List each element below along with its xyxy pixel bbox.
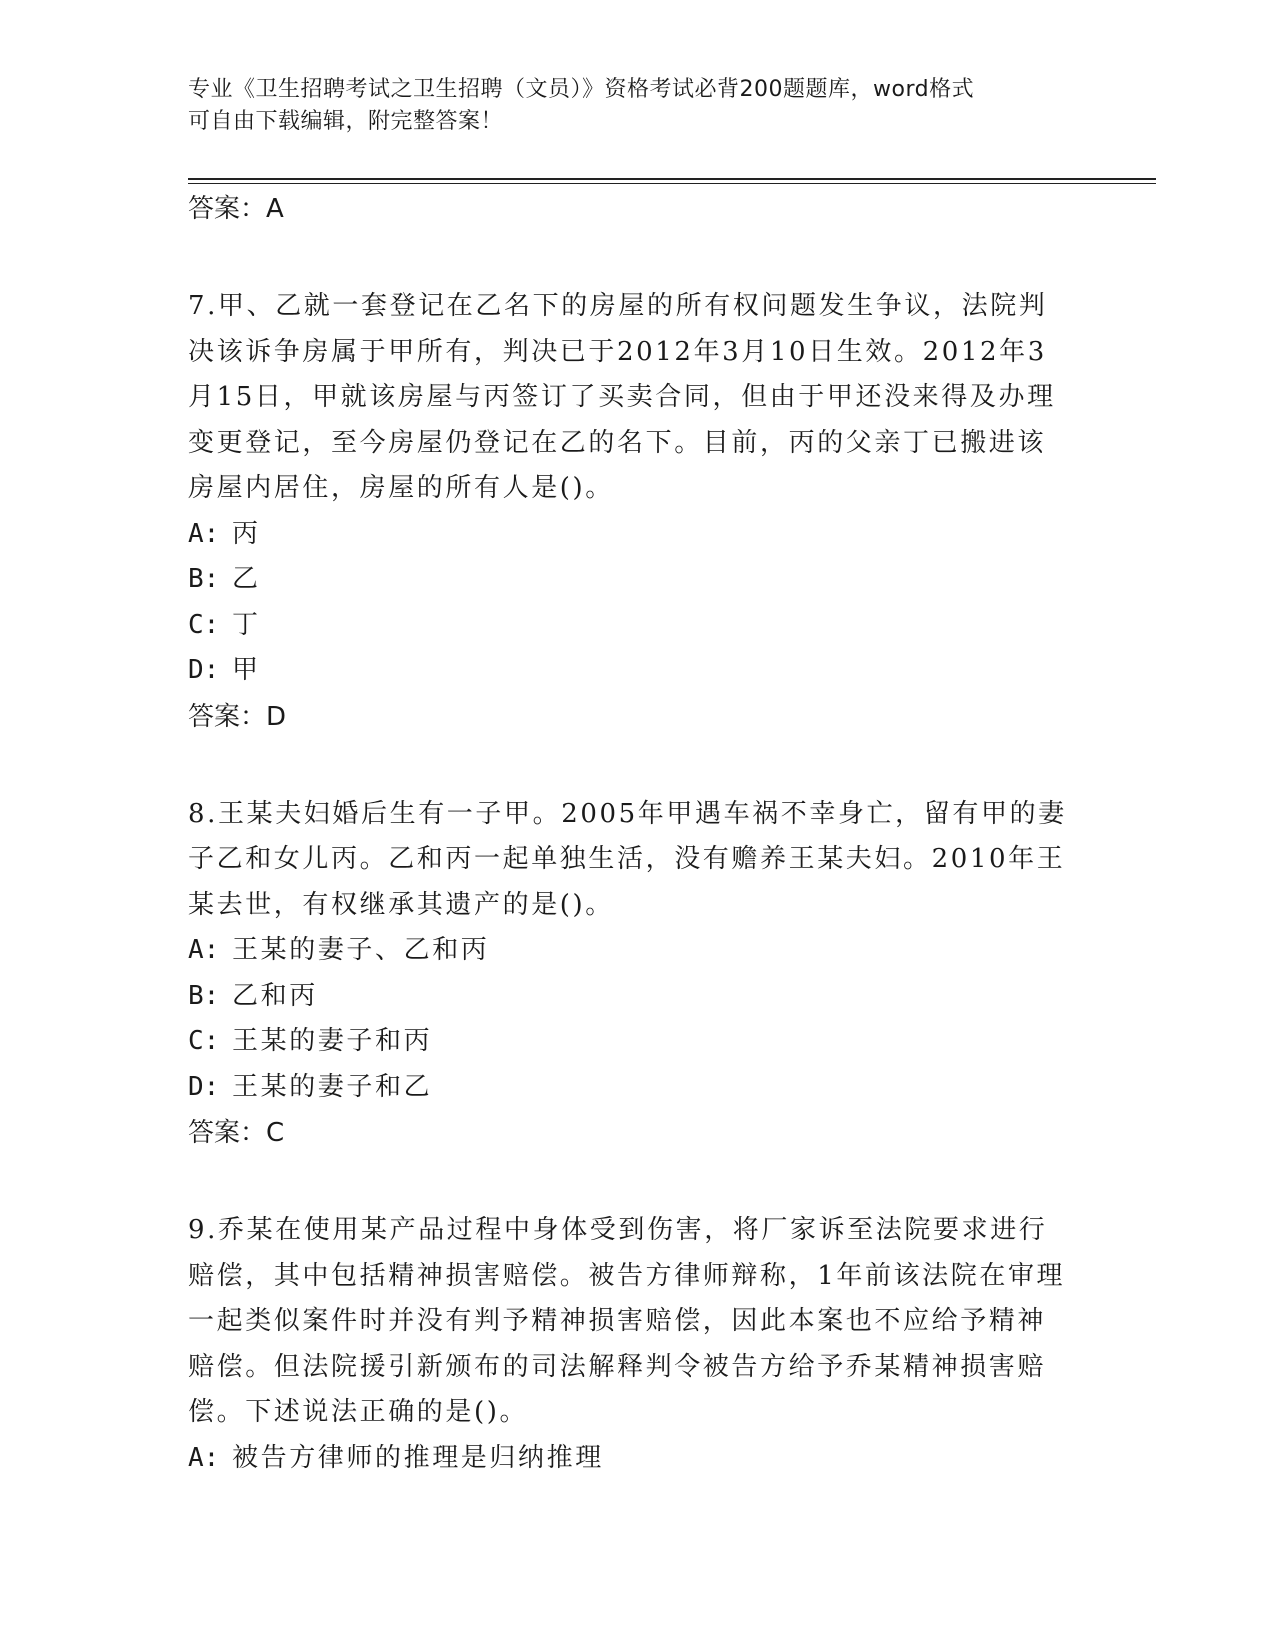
option-letter: B: <box>188 564 220 594</box>
option-a <box>188 928 1088 974</box>
question-9 <box>188 1208 1088 1481</box>
answer-previous: 答案：A <box>188 194 284 224</box>
option-text: 王某的妻子和乙 <box>232 1071 433 1102</box>
question-text-line: 月15日，甲就该房屋与丙签订了买卖合同，但由于甲还没来得及办理 <box>188 382 1056 412</box>
option-text: 王某的妻子、乙和丙 <box>232 935 490 965</box>
document-body <box>188 186 1088 1481</box>
option-letter: A: <box>188 518 220 549</box>
option-a <box>188 1436 1088 1482</box>
option-text: 王某的妻子和丙 <box>232 1026 433 1056</box>
question-text-line: 偿。下述说法正确的是()。 <box>188 1397 529 1427</box>
option-b <box>188 557 1088 603</box>
option-b <box>188 974 1088 1020</box>
header-line-2: 可自由下载编辑，附完整答案！ <box>188 109 504 134</box>
question-8 <box>188 792 1088 1157</box>
answer: 答案：D <box>188 701 287 732</box>
option-text: 甲 <box>232 655 261 685</box>
option-c <box>188 603 1088 649</box>
option-a <box>188 512 1088 558</box>
question-text-line: 7.甲、乙就一套登记在乙名下的房屋的所有权问题发生争议，法院判 <box>188 291 1048 321</box>
option-letter: A: <box>188 1442 220 1473</box>
question-text-line: 9.乔某在使用某产品过程中身体受到伤害，将厂家诉至法院要求进行 <box>188 1215 1048 1245</box>
option-d <box>188 1065 1088 1111</box>
spacer <box>188 740 1088 792</box>
option-d <box>188 648 1088 694</box>
question-text-line: 赔偿，其中包括精神损害赔偿。被告方律师辩称，1年前该法院在审理 <box>188 1260 1066 1291</box>
question-text-line: 变更登记，至今房屋仍登记在乙的名下。目前，丙的父亲丁已搬进该 <box>188 427 1047 458</box>
option-c <box>188 1019 1088 1065</box>
question-text-line: 一起类似案件时并没有判予精神损害赔偿，因此本案也不应给予精神 <box>188 1306 1047 1336</box>
header-line-1: 专业《卫生招聘考试之卫生招聘（文员）》资格考试必背200题题库，word格式 <box>188 77 975 102</box>
question-text-line: 决该诉争房属于甲所有，判决已于2012年3月10日生效。2012年3 <box>188 336 1047 367</box>
question-text-line: 某去世，有权继承其遗产的是()。 <box>188 889 614 920</box>
question-text-line: 赔偿。但法院援引新颁布的司法解释判令被告方给予乔某精神损害赔 <box>188 1351 1047 1382</box>
option-letter: D: <box>188 1071 220 1102</box>
option-letter: B: <box>188 980 220 1011</box>
question-text-line: 8.王某夫妇婚后生有一子甲。2005年甲遇车祸不幸身亡，留有甲的妻 <box>188 798 1067 829</box>
option-text: 乙和丙 <box>232 980 318 1011</box>
header-rule-thick <box>188 178 1156 180</box>
spacer <box>188 1156 1088 1208</box>
document-header <box>188 74 1088 138</box>
spacer <box>188 232 1088 284</box>
option-letter: C: <box>188 609 220 640</box>
option-text: 乙 <box>232 564 261 594</box>
option-letter: D: <box>188 655 220 685</box>
question-7 <box>188 284 1088 740</box>
answer: 答案：C <box>188 1118 285 1148</box>
question-text-line: 子乙和女儿丙。乙和丙一起单独生活，没有赡养王某夫妇。2010年王 <box>188 844 1066 874</box>
header-rule-thin <box>188 183 1156 184</box>
option-letter: A: <box>188 935 220 965</box>
question-text-line: 房屋内居住，房屋的所有人是()。 <box>188 473 614 503</box>
option-text: 丙 <box>232 518 261 549</box>
option-text: 被告方律师的推理是归纳推理 <box>232 1442 604 1473</box>
option-text: 丁 <box>232 609 261 640</box>
option-letter: C: <box>188 1026 220 1056</box>
